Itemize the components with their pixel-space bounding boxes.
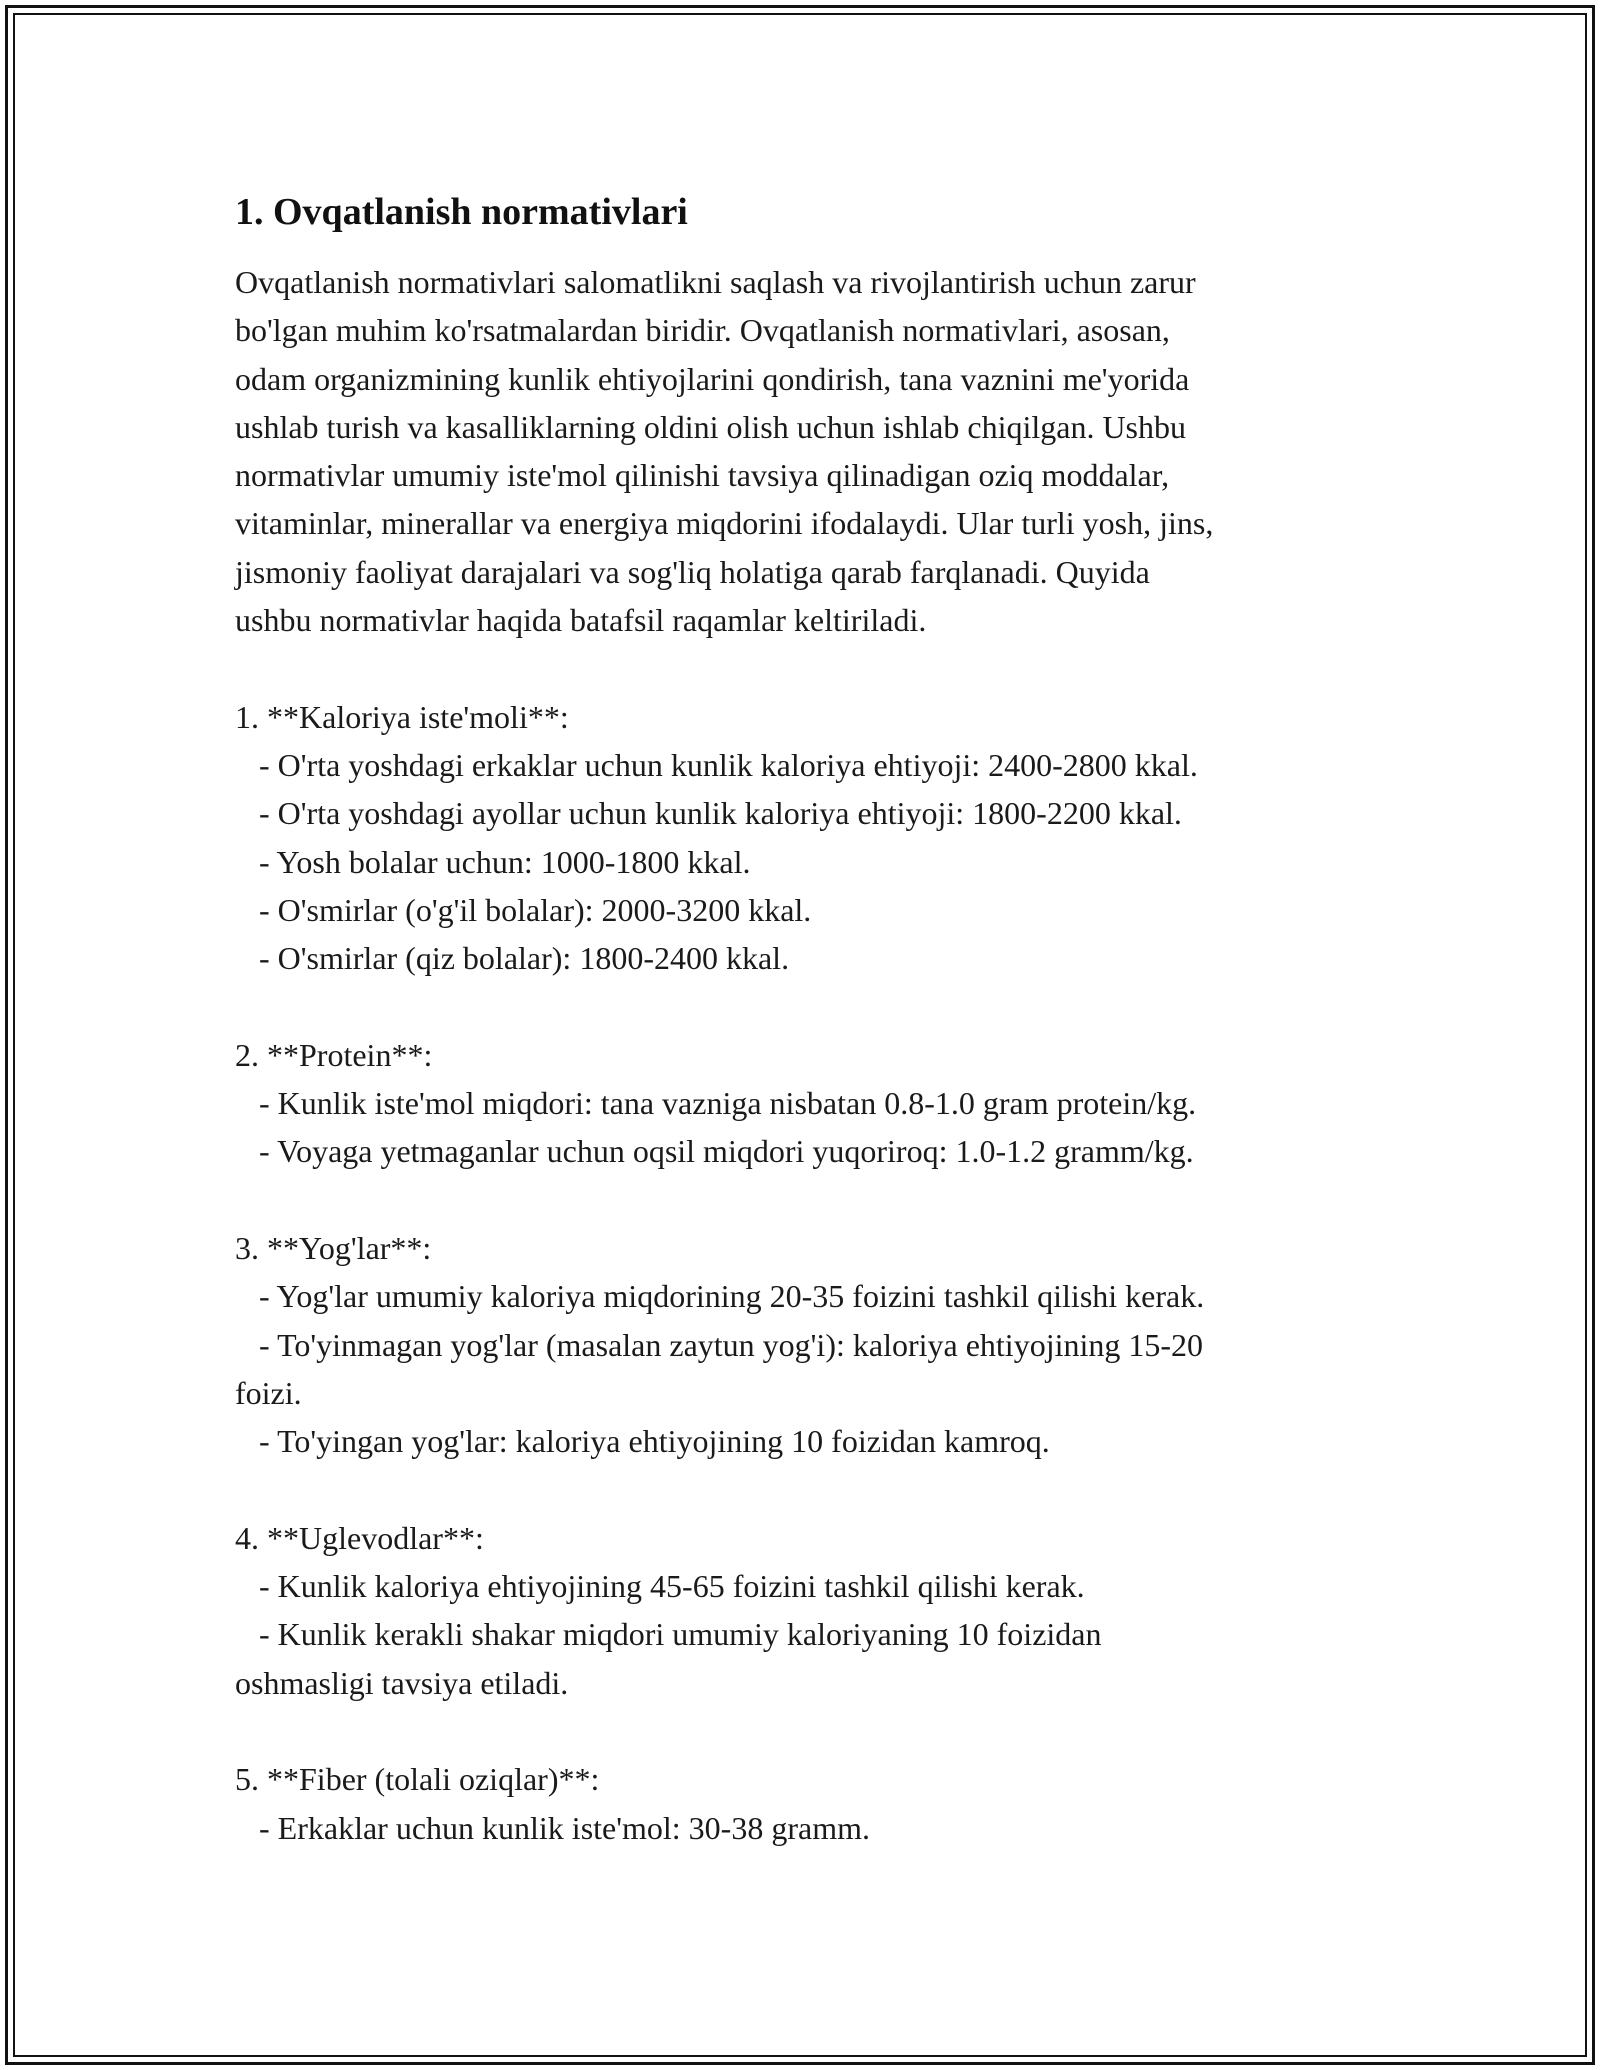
- blank-line: [235, 1176, 1385, 1224]
- blank-line: [235, 1707, 1385, 1755]
- list-item: - To'yinmagan yog'lar (masalan zaytun yog'i): kaloriya ehtiyojining 15-20: [235, 1326, 1204, 1363]
- intro-paragraph: [235, 258, 1385, 644]
- list-item: - Voyaga yetmaganlar uchun oqsil miqdori yuqoriroq: 1.0-1.2 gramm/kg.: [235, 1133, 1194, 1170]
- list-item: - Erkaklar uchun kunlik iste'mol: 30-38 gramm.: [235, 1809, 870, 1846]
- intro-line: ushlab turish va kasalliklarning oldini olish uchun ishlab chiqilgan. Ushbu: [235, 408, 1186, 445]
- blank-line: [235, 982, 1385, 1030]
- list-item: - To'yingan yog'lar: kaloriya ehtiyojining 10 foizidan kamroq.: [235, 1423, 1050, 1460]
- intro-line: jismoniy faoliyat darajalari va sog'liq holatiga qarab farqlanadi. Quyida: [235, 553, 1150, 590]
- list-item: - Kunlik iste'mol miqdori: tana vazniga nisbatan 0.8-1.0 gram protein/kg.: [235, 1085, 1197, 1122]
- document-title: 1. Ovqatlanish normativlari: [235, 191, 688, 233]
- document-body: [235, 188, 1385, 1852]
- section-heading: 5. **Fiber (tolali oziqlar)**:: [235, 1761, 600, 1798]
- intro-line: normativlar umumiy iste'mol qilinishi tavsiya qilinadigan oziq moddalar,: [235, 457, 1170, 494]
- blank-line: [235, 644, 1385, 692]
- list-item-continuation: oshmasligi tavsiya etiladi.: [235, 1664, 569, 1701]
- section-carbohydrates: [235, 1514, 1385, 1707]
- intro-line: vitaminlar, minerallar va energiya miqdorini ifodalaydi. Ular turli yosh, jins,: [235, 505, 1214, 542]
- section-heading: 1. **Kaloriya iste'moli**:: [235, 698, 569, 735]
- intro-line: ushbu normativlar haqida batafsil raqamlar keltiriladi.: [235, 602, 927, 639]
- section-heading: 3. **Yog'lar**:: [235, 1229, 432, 1266]
- section-fats: [235, 1224, 1385, 1465]
- section-heading: 4. **Uglevodlar**:: [235, 1519, 484, 1556]
- list-item: - O'rta yoshdagi erkaklar uchun kunlik kaloriya ehtiyoji: 2400-2800 kkal.: [235, 746, 1198, 783]
- list-item-continuation: foizi.: [235, 1374, 302, 1411]
- list-item: - Yog'lar umumiy kaloriya miqdorining 20-35 foizini tashkil qilishi kerak.: [235, 1278, 1205, 1315]
- blank-line: [235, 1465, 1385, 1513]
- list-item: - O'smirlar (qiz bolalar): 1800-2400 kkal.: [235, 940, 790, 977]
- list-item: - Kunlik kerakli shakar miqdori umumiy kaloriyaning 10 foizidan: [235, 1616, 1102, 1653]
- section-fiber: [235, 1755, 1385, 1852]
- intro-line: odam organizmining kunlik ehtiyojlarini qondirish, tana vaznini me'yorida: [235, 360, 1190, 397]
- list-item: - O'rta yoshdagi ayollar uchun kunlik kaloriya ehtiyoji: 1800-2200 kkal.: [235, 795, 1182, 832]
- list-item: - Kunlik kaloriya ehtiyojining 45-65 foizini tashkil qilishi kerak.: [235, 1568, 1085, 1605]
- section-heading: 2. **Protein**:: [235, 1036, 433, 1073]
- intro-line: Ovqatlanish normativlari salomatlikni saqlash va rivojlantirish uchun zarur: [235, 264, 1196, 300]
- section-protein: [235, 1031, 1385, 1176]
- intro-line: bo'lgan muhim ko'rsatmalardan biridir. Ovqatlanish normativlari, asosan,: [235, 312, 1170, 349]
- list-item: - O'smirlar (o'g'il bolalar): 2000-3200 kkal.: [235, 891, 812, 928]
- section-calories: [235, 693, 1385, 983]
- list-item: - Yosh bolalar uchun: 1000-1800 kkal.: [235, 843, 751, 880]
